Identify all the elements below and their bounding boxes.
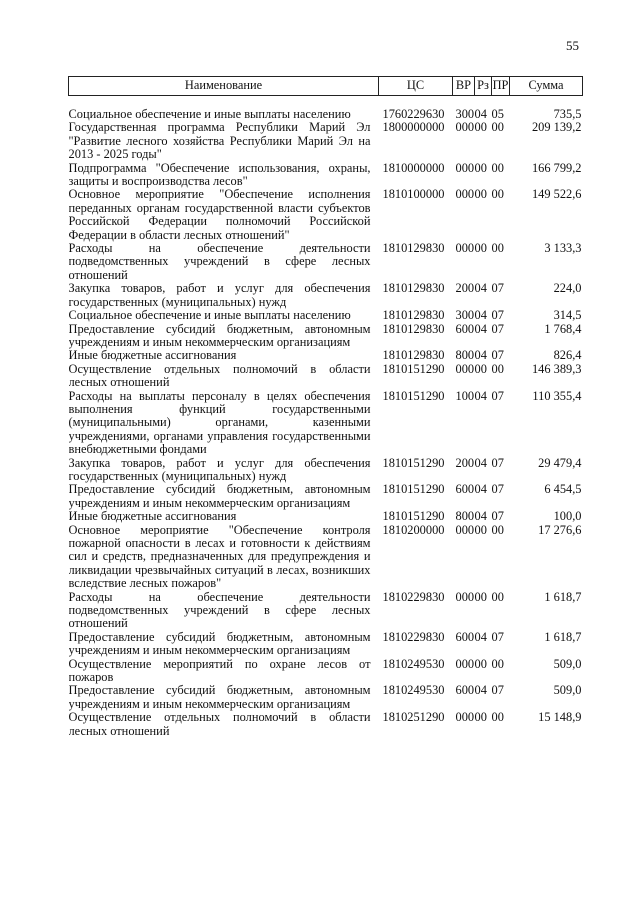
table-row <box>69 282 583 309</box>
table-row <box>69 631 583 658</box>
cell-vr: 000 <box>455 590 475 604</box>
cell-rz: 04 <box>474 322 487 336</box>
cell-rz: 00 <box>474 657 487 671</box>
cell-rz: 00 <box>474 121 487 135</box>
cell-rz: 00 <box>474 242 487 256</box>
cell-name: Осуществление отдельных полномочий в области лесных отношений <box>68 362 371 390</box>
cell-cs: 1810151290 <box>382 362 445 376</box>
cell-pr: 07 <box>491 684 504 698</box>
cell-rz: 04 <box>474 684 487 698</box>
cell-sum: 29 479,4 <box>538 456 582 470</box>
cell-rz: 04 <box>474 349 487 363</box>
cell-sum: 110 355,4 <box>532 389 582 403</box>
cell-vr: 000 <box>455 523 475 537</box>
table-row <box>69 188 583 242</box>
cell-cs: 1810251290 <box>382 711 445 725</box>
cell-name: Социальное обеспечение и иные выплаты населению <box>68 309 351 323</box>
header-rz: Рз <box>475 77 492 96</box>
table-row <box>69 96 583 122</box>
table-row <box>69 510 583 523</box>
cell-vr: 000 <box>455 711 475 725</box>
table-body <box>69 96 583 739</box>
cell-pr: 07 <box>491 510 504 524</box>
cell-sum: 1 618,7 <box>544 630 582 644</box>
cell-rz: 04 <box>474 510 487 524</box>
cell-vr: 600 <box>455 483 475 497</box>
cell-name: Социальное обеспечение и иные выплаты населению <box>68 107 351 121</box>
cell-pr: 00 <box>491 161 504 175</box>
cell-vr: 300 <box>455 107 475 121</box>
cell-sum: 735,5 <box>553 107 582 121</box>
cell-rz: 04 <box>474 456 487 470</box>
table-row <box>69 323 583 350</box>
table-row <box>69 483 583 510</box>
cell-cs: 1810129830 <box>382 282 445 296</box>
cell-name: Расходы на обеспечение деятельности подведомственных учреждений в сфере лесных отношений <box>68 590 371 631</box>
cell-pr: 07 <box>491 309 504 323</box>
table-row <box>69 684 583 711</box>
cell-name: Подпрограмма "Обеспечение использования, охраны, защиты и воспроизводства лесов" <box>68 161 371 189</box>
cell-name: Иные бюджетные ассигнования <box>68 510 237 524</box>
cell-pr: 07 <box>491 349 504 363</box>
cell-sum: 1 768,4 <box>544 322 582 336</box>
cell-sum: 6 454,5 <box>544 483 582 497</box>
cell-cs: 1810249530 <box>382 657 445 671</box>
cell-name: Расходы на выплаты персоналу в целях обеспечения выполнения функций государственными (муниципальными) органами, казенными учреждениями, органами управления государственными внебюджетными фондами <box>68 389 371 457</box>
cell-pr: 07 <box>491 322 504 336</box>
cell-cs: 1810129830 <box>382 322 445 336</box>
table-row <box>69 524 583 591</box>
cell-rz: 04 <box>474 107 487 121</box>
table-row <box>69 309 583 322</box>
cell-sum: 166 799,2 <box>531 161 582 175</box>
cell-rz: 00 <box>474 161 487 175</box>
table-row <box>69 162 583 189</box>
cell-pr: 00 <box>491 188 504 202</box>
table-row <box>69 349 583 362</box>
cell-cs: 1810129830 <box>382 309 445 323</box>
header-vr: ВР <box>453 77 475 96</box>
table-header <box>69 77 583 96</box>
table-row <box>69 363 583 390</box>
cell-name: Предоставление субсидий бюджетным, автономным учреждениям и иным некоммерческим организациям <box>68 322 371 349</box>
cell-cs: 1810229830 <box>382 630 445 644</box>
cell-pr: 00 <box>491 657 504 671</box>
cell-pr: 00 <box>491 121 504 135</box>
cell-rz: 00 <box>474 523 487 537</box>
header-pr: ПР <box>492 77 510 96</box>
cell-sum: 224,0 <box>553 282 582 296</box>
cell-pr: 00 <box>491 711 504 725</box>
cell-pr: 00 <box>491 590 504 604</box>
cell-vr: 300 <box>455 309 475 323</box>
cell-rz: 04 <box>474 483 487 497</box>
cell-name: Основное мероприятие "Обеспечение исполнения переданных органам государственной власти субъектов Российской Федерации полномочий Российской Федерации в области лесных отношений" <box>68 188 371 242</box>
cell-pr: 07 <box>491 456 504 470</box>
cell-name: Предоставление субсидий бюджетным, автономным учреждениям и иным некоммерческим организациям <box>68 684 371 711</box>
table-row <box>69 658 583 685</box>
header-cs: ЦС <box>379 77 453 96</box>
cell-vr: 000 <box>455 121 475 135</box>
cell-pr: 00 <box>491 242 504 256</box>
cell-name: Предоставление субсидий бюджетным, автономным учреждениям и иным некоммерческим организациям <box>68 630 371 658</box>
cell-pr: 07 <box>491 282 504 296</box>
cell-sum: 509,0 <box>553 684 582 698</box>
cell-vr: 600 <box>455 630 475 644</box>
cell-cs: 1810151290 <box>382 510 445 524</box>
cell-rz: 04 <box>474 630 487 644</box>
cell-vr: 800 <box>455 349 475 363</box>
cell-cs: 1810129830 <box>382 242 445 256</box>
cell-pr: 00 <box>491 523 504 537</box>
cell-vr: 000 <box>455 161 475 175</box>
cell-cs: 1810100000 <box>382 188 445 202</box>
cell-name: Осуществление мероприятий по охране лесов от пожаров <box>68 657 371 685</box>
cell-sum: 15 148,9 <box>538 711 582 725</box>
table-row <box>69 121 583 161</box>
cell-vr: 200 <box>455 456 475 470</box>
cell-sum: 3 133,3 <box>544 242 582 256</box>
cell-vr: 600 <box>455 684 475 698</box>
cell-vr: 000 <box>455 242 475 256</box>
cell-rz: 00 <box>474 590 487 604</box>
cell-vr: 800 <box>455 510 475 524</box>
cell-cs: 1810200000 <box>382 523 445 537</box>
cell-pr: 05 <box>491 107 504 121</box>
cell-rz: 04 <box>474 389 487 403</box>
cell-name: Осуществление отдельных полномочий в области лесных отношений <box>68 711 371 738</box>
header-sum: Сумма <box>510 77 583 96</box>
cell-name: Расходы на обеспечение деятельности подведомственных учреждений в сфере лесных отношений <box>68 242 371 282</box>
cell-name: Государственная программа Республики Марий Эл "Развитие лесного хозяйства Республики Марий Эл на 2013 - 2025 годы" <box>68 121 371 162</box>
cell-name: Основное мероприятие "Обеспечение контроля пожарной опасности в лесах и готовности к действиям сил и средств, предназначенных для предупреждения и ликвидации чрезвычайных ситуаций в лесах, возникших вследствие лесных пожаров" <box>68 523 371 591</box>
cell-sum: 146 389,3 <box>531 362 582 376</box>
cell-rz: 04 <box>474 282 487 296</box>
header-name: Наименование <box>69 77 379 96</box>
cell-cs: 1810151290 <box>382 483 445 497</box>
cell-cs: 1810229830 <box>382 590 445 604</box>
table-row <box>69 457 583 484</box>
cell-sum: 100,0 <box>553 510 582 524</box>
cell-pr: 07 <box>491 630 504 644</box>
table-row <box>69 711 583 738</box>
cell-sum: 826,4 <box>553 349 582 363</box>
cell-vr: 200 <box>455 282 475 296</box>
cell-name: Иные бюджетные ассигнования <box>68 349 237 363</box>
cell-cs: 1760229630 <box>382 107 445 121</box>
cell-cs: 1810129830 <box>382 349 445 363</box>
cell-name: Закупка товаров, работ и услуг для обеспечения государственных (муниципальных) нужд <box>68 456 371 483</box>
budget-table <box>68 76 583 738</box>
cell-vr: 100 <box>455 389 475 403</box>
cell-sum: 1 618,7 <box>544 590 582 604</box>
cell-sum: 149 522,6 <box>531 188 582 202</box>
cell-sum: 509,0 <box>553 657 582 671</box>
cell-vr: 600 <box>455 322 475 336</box>
cell-cs: 1810151290 <box>382 456 445 470</box>
cell-vr: 000 <box>455 362 475 376</box>
cell-vr: 000 <box>455 657 475 671</box>
cell-sum: 209 139,2 <box>531 121 582 135</box>
cell-rz: 00 <box>474 711 487 725</box>
table-row <box>69 591 583 631</box>
table-row <box>69 390 583 457</box>
cell-vr: 000 <box>455 188 475 202</box>
cell-pr: 07 <box>491 389 504 403</box>
header-row <box>69 77 583 96</box>
cell-name: Предоставление субсидий бюджетным, автономным учреждениям и иным некоммерческим организациям <box>68 483 371 510</box>
cell-rz: 00 <box>474 188 487 202</box>
cell-pr: 07 <box>491 483 504 497</box>
cell-cs: 1810151290 <box>382 389 445 403</box>
page-number: 55 <box>566 38 579 53</box>
cell-pr: 00 <box>491 362 504 376</box>
cell-rz: 04 <box>474 309 487 323</box>
table-row <box>69 242 583 282</box>
cell-sum: 314,5 <box>553 309 582 323</box>
cell-cs: 1810249530 <box>382 684 445 698</box>
cell-cs: 1800000000 <box>382 121 445 135</box>
cell-cs: 1810000000 <box>382 161 445 175</box>
cell-name: Закупка товаров, работ и услуг для обеспечения государственных (муниципальных) нужд <box>68 282 371 309</box>
cell-rz: 00 <box>474 362 487 376</box>
cell-sum: 17 276,6 <box>538 523 582 537</box>
